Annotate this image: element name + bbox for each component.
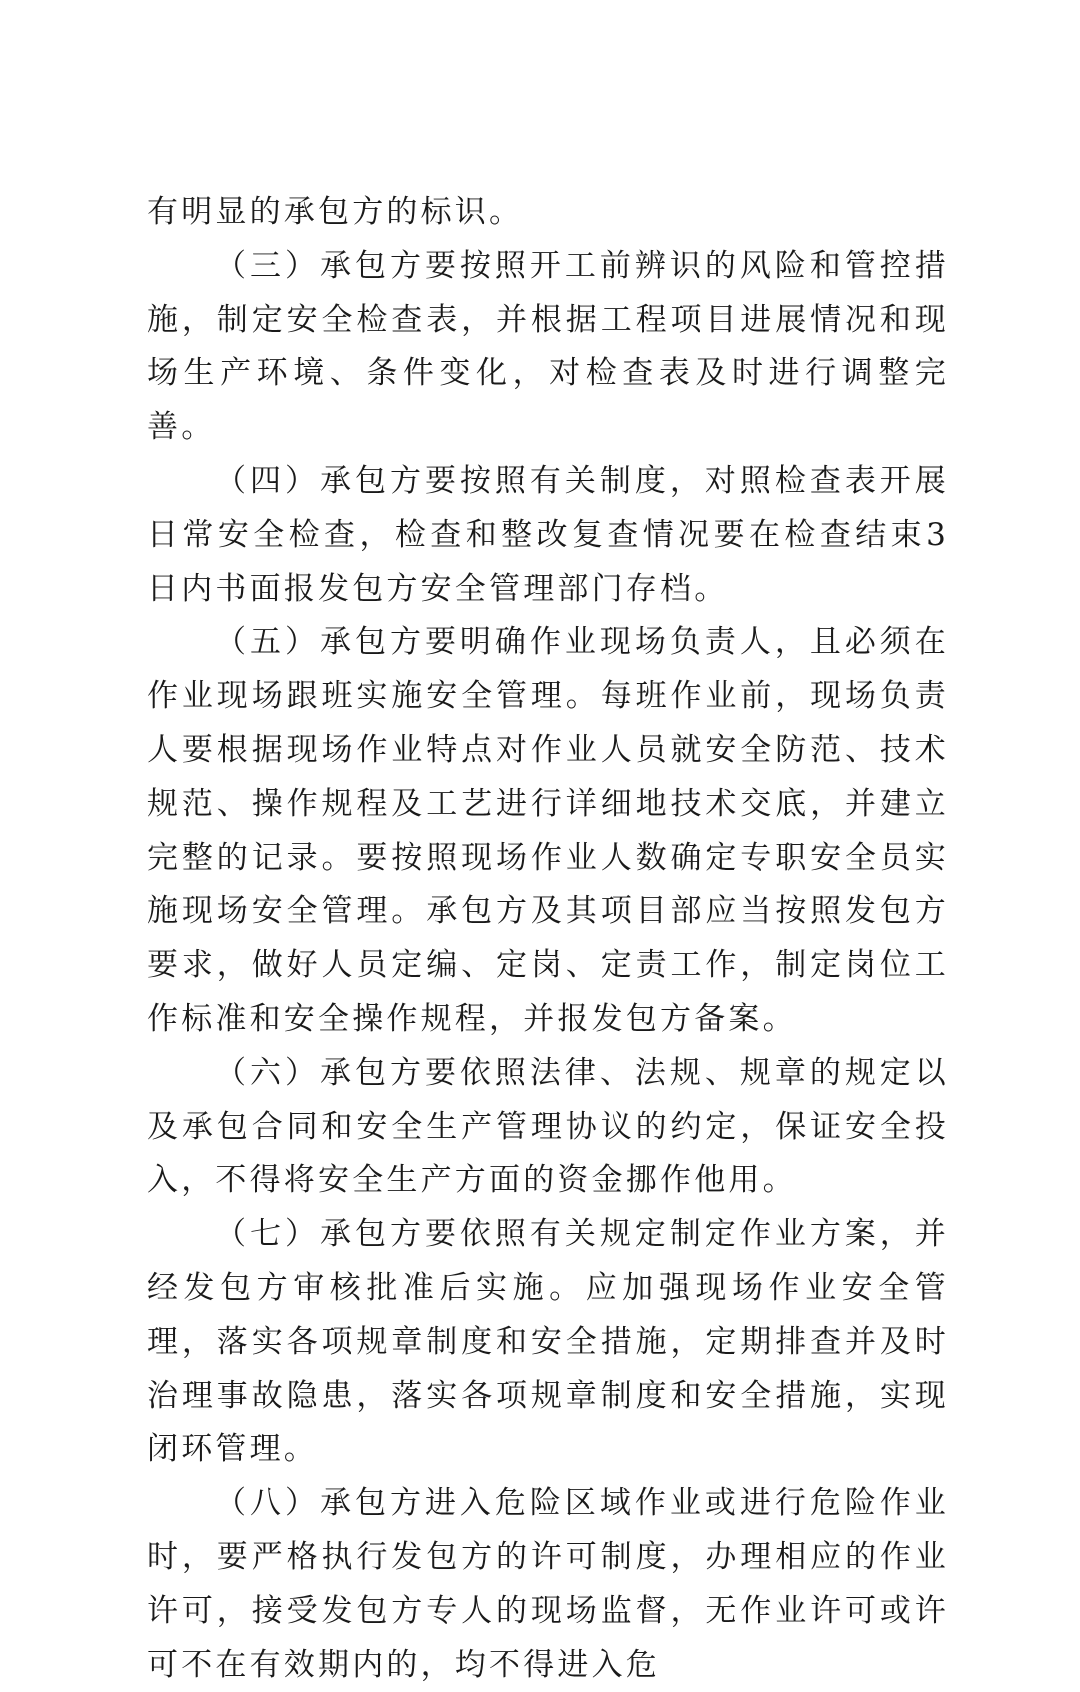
paragraph-item-7: （七）承包方要依照有关规定制定作业方案，并经发包方审核批准后实施。应加强现场作业安全管理，落实各项规章制度和安全措施，定期排查并及时治理事故隐患，落实各项规章制度和安全措施，实现闭环管理。 xyxy=(147,1216,949,1468)
paragraph-item-8: （八）承包方进入危险区域作业或进行危险作业时，要严格执行发包方的许可制度，办理相应的作业许可，接受发包方专人的现场监督，无作业许可或许可不在有效期内的，均不得进入危 xyxy=(147,1485,949,1683)
paragraph-item-3: （三）承包方要按照开工前辨识的风险和管控措施，制定安全检查表，并根据工程项目进展情况和现场生产环境、条件变化，对检查表及时进行调整完善。 xyxy=(147,247,949,446)
paragraph-item-5: （五）承包方要明确作业现场负责人，且必须在作业现场跟班实施安全管理。每班作业前，现场负责人要根据现场作业特点对作业人员就安全防范、技术规范、操作规程及工艺进行详细地技术交底，并建立完整的记录。要按照现场作业人数确定专职安全员实施现场安全管理。承包方及其项目部应当按照发包方要求，做好人员定编、定岗、定责工作，制定岗位工作标准和安全操作规程，并报发包方备案。 xyxy=(147,624,949,1037)
paragraph-item-6: （六）承包方要依照法律、法规、规章的规定以及承包合同和安全生产管理协议的约定，保证安全投入，不得将安全生产方面的资金挪作他用。 xyxy=(147,1054,949,1199)
paragraph-continuation: 有明显的承包方的标识。 xyxy=(147,194,524,230)
paragraph-item-4: （四）承包方要按照有关制度，对照检查表开展日常安全检查，检查和整改复查情况要在检查结束3日内书面报发包方安全管理部门存档。 xyxy=(147,462,949,607)
document-body xyxy=(147,186,949,1692)
